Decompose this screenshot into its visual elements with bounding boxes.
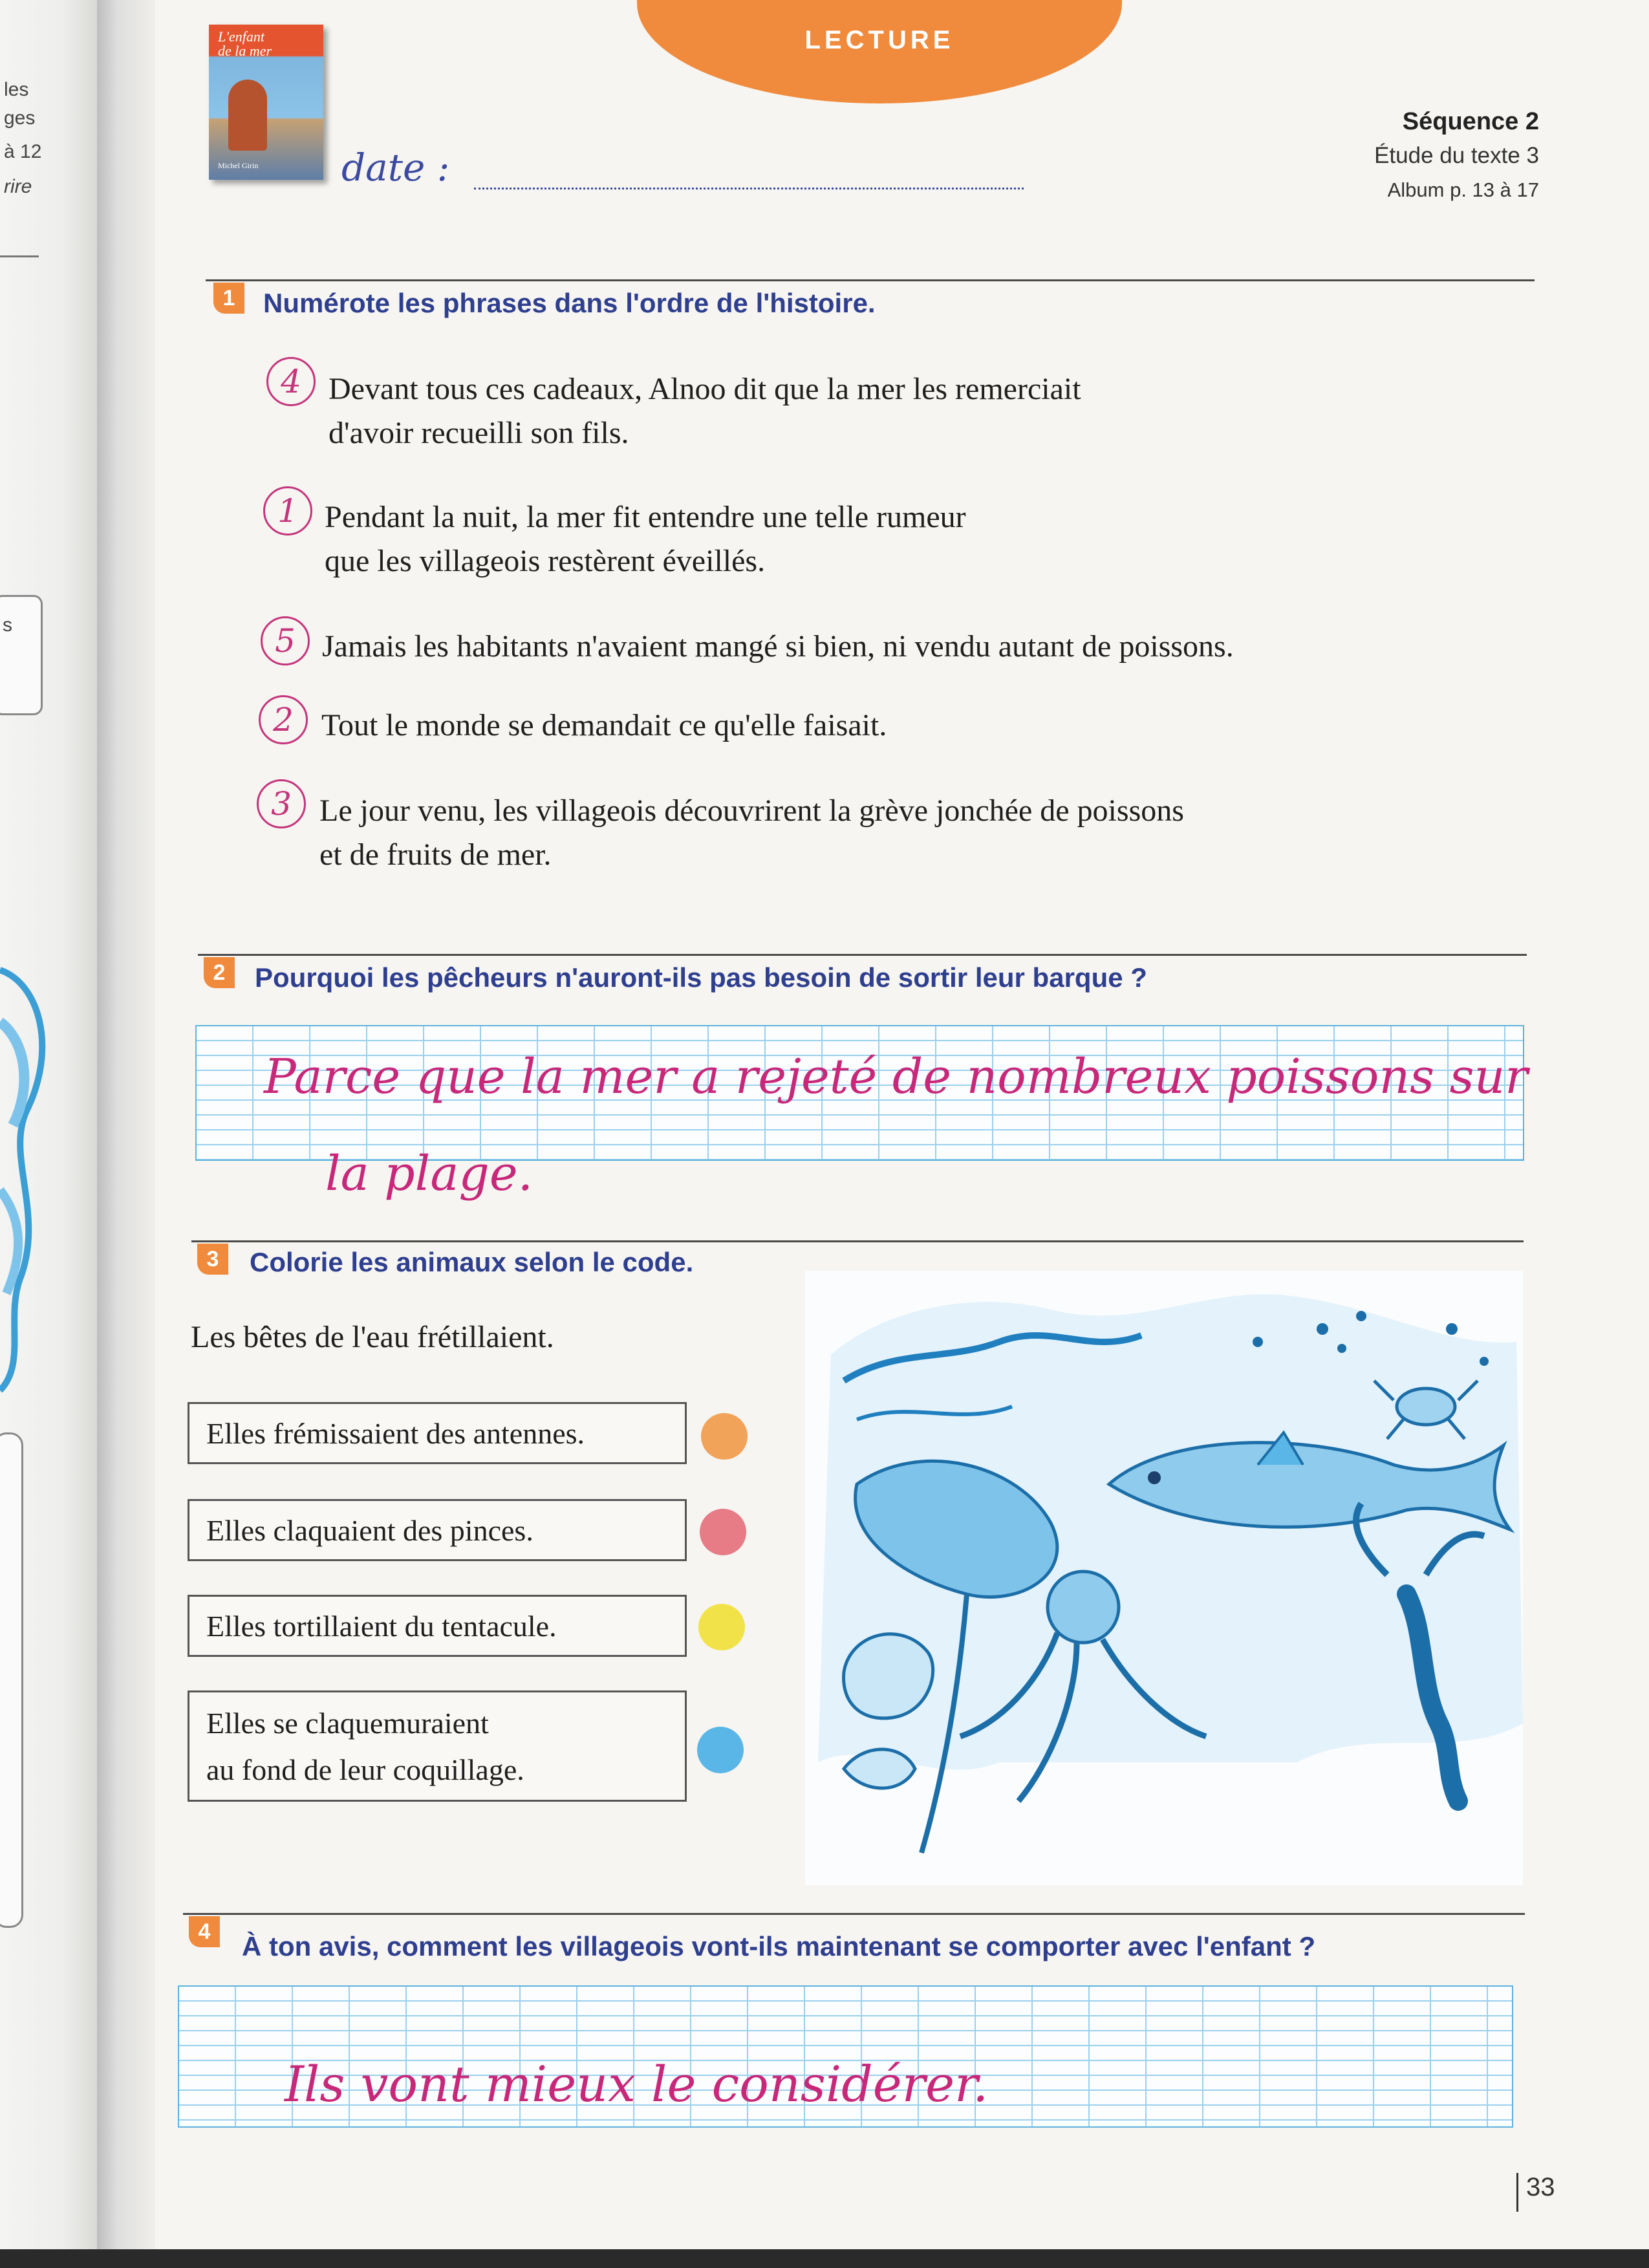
exercise-2-number: 2 [204,957,235,988]
sentence-line: que les villageois restèrent éveillés. [325,544,766,578]
album-reference: Album p. 13 à 17 [1387,178,1539,201]
sentence-line: d'avoir recueilli son fils. [329,416,629,450]
answer-circle[interactable]: 1 [263,486,312,535]
color-code-label: Elles tortillaient du tentacule. [206,1610,557,1643]
color-code-label: au fond de leur coquillage. [206,1753,524,1786]
sentence-line: Tout le monde se demandait ce qu'elle faisait. [321,708,887,742]
exercise-2-title: Pourquoi les pêcheurs n'auront-ils pas besoin de sortir leur barque ? [255,962,1147,993]
exercise-3-intro: Les bêtes de l'eau frétillaient. [191,1320,554,1354]
book-cover-figure [228,80,267,151]
left-page-snippet: les [4,79,29,100]
date-field[interactable] [474,188,1024,189]
color-code-label: Elles claquaient des pinces. [206,1514,534,1547]
handwritten-answer: la plage. [325,1146,534,1202]
left-page-rule [0,255,39,257]
color-code-box [188,1595,687,1657]
color-code-box [188,1499,687,1561]
pink-color-dot [700,1509,746,1555]
sentence-text [325,495,966,583]
sentence-line: Jamais les habitants n'avaient mangé si bien, ni vendu autant de poissons. [322,629,1234,664]
book-cover-author: Michel Girin [218,161,259,170]
sentence-line: Devant tous ces cadeaux, Alnoo dit que la mer les remerciait [329,372,1081,406]
left-facing-page [0,0,97,2268]
sentence-text [322,625,1234,669]
sentence-line: Pendant la nuit, la mer fit entendre une telle rumeur [325,500,966,534]
mermaid-illustration [0,944,52,1397]
orange-color-dot [701,1413,748,1460]
date-label: date : [341,146,450,189]
section-rule [191,1240,1524,1242]
handwritten-answer: Parce que la mer a rejeté de nombreux poissons sur [264,1049,1528,1105]
sequence-info [1374,105,1539,207]
left-page-snippet: s [3,614,12,636]
answer-circle[interactable]: 5 [261,616,310,665]
sentence-text [319,789,1184,877]
exercise-4-number: 4 [189,1916,220,1947]
exercise-1-title: Numérote les phrases dans l'ordre de l'histoire. [263,288,876,318]
answer-circle[interactable]: 3 [257,779,306,828]
left-page-box [0,595,43,715]
exercise-1-number: 1 [213,283,244,314]
study-label: Étude du texte 3 [1374,143,1539,168]
book-spine-shadow [97,0,155,2268]
left-page-box [0,1432,23,1928]
sentence-line: Le jour venu, les villageois découvrirent la grève jonchée de poissons [319,794,1184,828]
left-page-snippet: rire [4,176,32,197]
book-cover-title [218,30,272,58]
exercise-3-number: 3 [197,1244,228,1275]
book-title-line: de la mer [218,43,272,59]
answer-circle[interactable]: 4 [266,357,316,406]
color-code-label: Elles se claquemuraient [206,1707,489,1740]
yellow-color-dot [698,1604,745,1650]
color-code-box [188,1690,687,1802]
color-code-box [188,1402,687,1464]
book-cover-image [209,25,323,180]
book-title-line: L'enfant [218,28,264,45]
sentence-text [321,704,887,748]
section-rule [183,1913,1525,1915]
sentence-text [329,367,1081,455]
lecture-label: LECTURE [804,26,954,54]
exercise-3-title: Colorie les animaux selon le code. [250,1247,694,1277]
sea-creatures-illustration[interactable] [805,1271,1523,1885]
sequence-title: Séquence 2 [1402,108,1539,135]
answer-circle[interactable]: 2 [259,695,308,744]
page-number: 33 [1516,2173,1555,2212]
handwritten-answer: Ils vont mieux le considérer. [285,2055,989,2113]
color-code-label: Elles frémissaient des antennes. [206,1417,585,1450]
blue-color-dot [697,1727,744,1773]
left-page-snippet: ges [4,107,36,129]
exercise-4-title: À ton avis, comment les villageois vont-ils maintenant se comporter avec l'enfant ? [242,1931,1316,1961]
scan-edge [0,2249,1649,2268]
section-rule [198,954,1527,956]
left-page-snippet: à 12 [4,141,42,162]
section-rule [206,279,1535,281]
sentence-line: et de fruits de mer. [319,837,552,872]
